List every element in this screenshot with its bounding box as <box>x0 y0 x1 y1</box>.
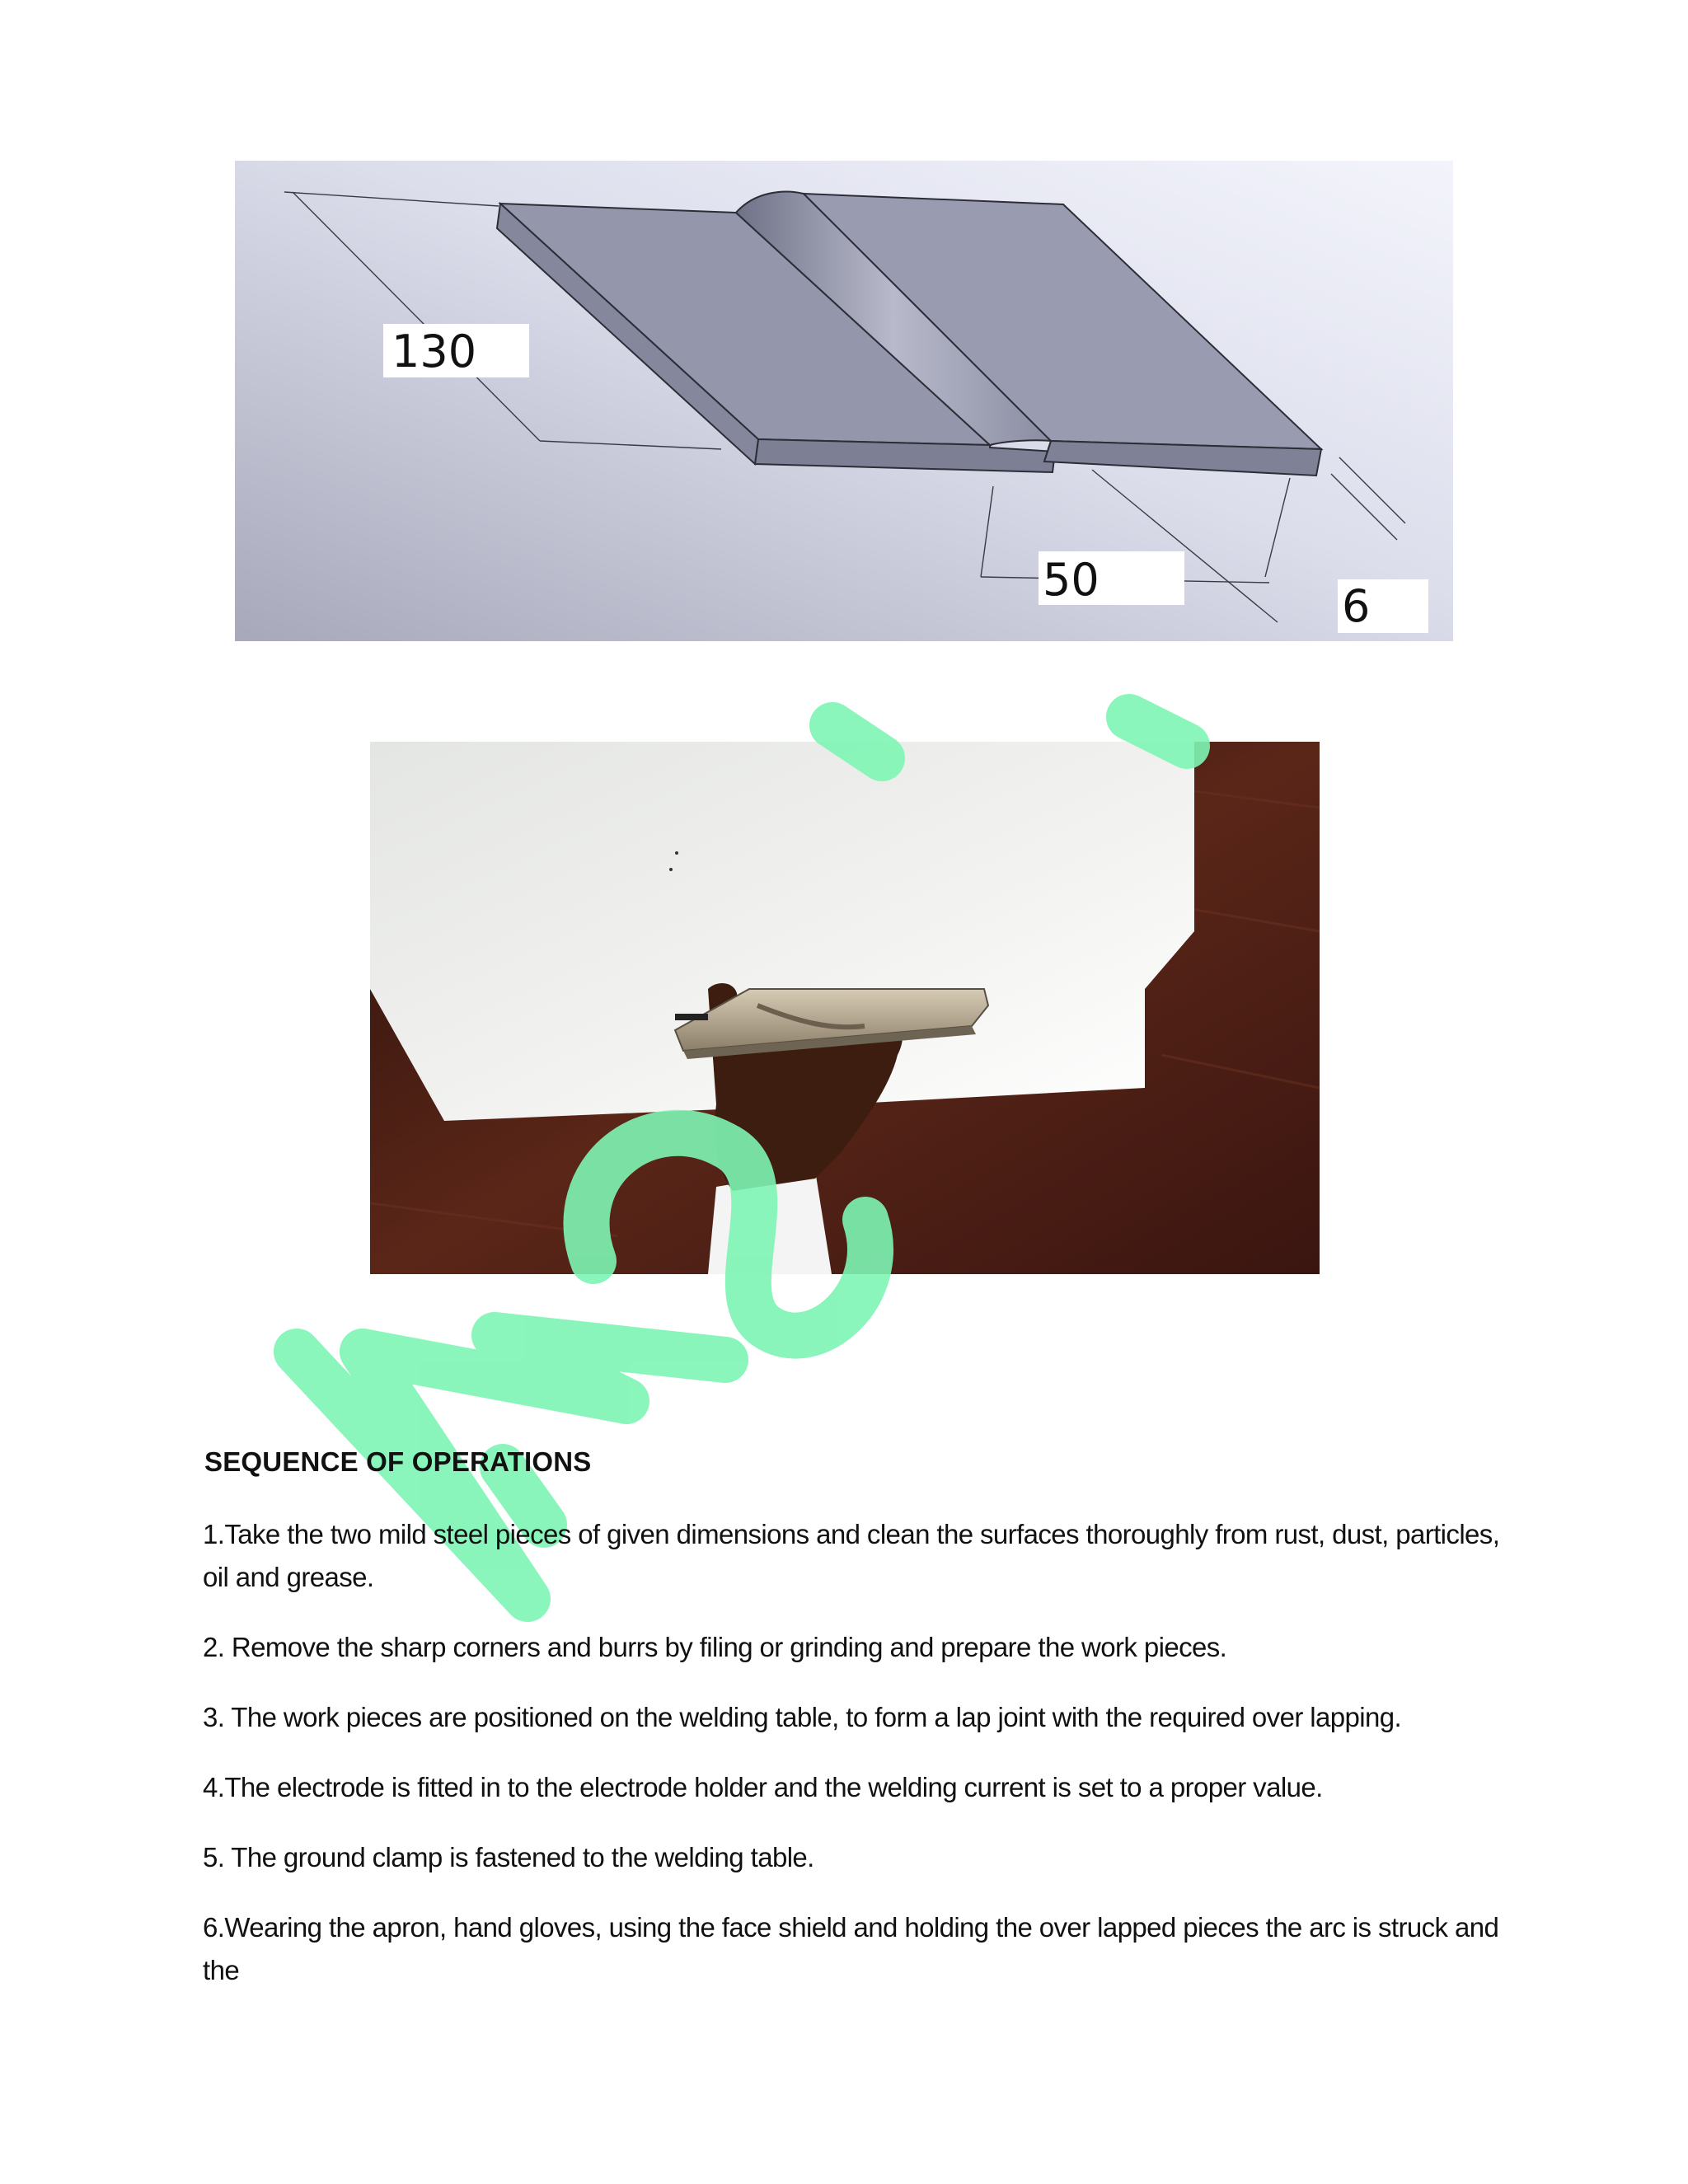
step-4: 4.The electrode is fitted in to the electrode holder and the welding current is set to a proper value. <box>203 1772 1323 1802</box>
dimension-thickness: 6 <box>1342 580 1371 632</box>
section-heading: SEQUENCE OF OPERATIONS <box>204 1446 592 1477</box>
lap-joint-drawing <box>235 161 1453 641</box>
step-5: 5. The ground clamp is fastened to the welding table. <box>203 1842 814 1872</box>
specimen-photo <box>370 742 1320 1274</box>
step-2: 2. Remove the sharp corners and burrs by filing or grinding and prepare the work pieces. <box>203 1632 1227 1662</box>
dimension-width: 50 <box>1043 554 1100 606</box>
step-6: 6.Wearing the apron, hand gloves, using the face shield and holding the over lapped pieces the arc is struck and the <box>203 1912 1499 1985</box>
step-3: 3. The work pieces are positioned on the welding table, to form a lap joint with the required over lapping. <box>203 1702 1402 1732</box>
steps-list <box>203 1513 1513 2019</box>
step-1: 1.Take the two mild steel pieces of given dimensions and clean the surfaces thoroughly from rust, dust, particles, oil and grease. <box>203 1519 1500 1592</box>
shirt-sleeve <box>708 1170 832 1274</box>
dimension-length: 130 <box>392 326 477 377</box>
